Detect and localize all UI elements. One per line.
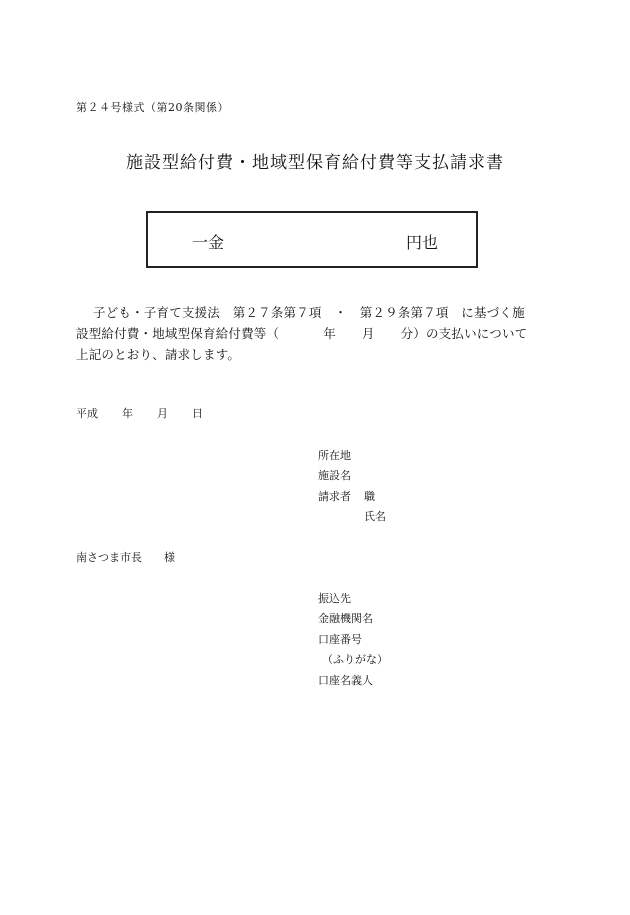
amount-prefix: 一金 [192, 233, 225, 252]
addressee [76, 549, 175, 565]
position-label: 職 [364, 490, 375, 503]
body-line-3: 上記のとおり、請求します。 [76, 347, 241, 362]
addressee-honorific: 様 [164, 551, 175, 564]
request-date [76, 405, 203, 421]
date-month: 月 [157, 407, 168, 420]
body-period-year: 年 [323, 326, 336, 341]
body-period-month: 月 [361, 326, 375, 341]
body-line-2-start: 設型給付費・地域型保育給付費等（ [76, 326, 280, 341]
date-day: 日 [192, 407, 203, 420]
address-label: 所在地 [318, 449, 351, 462]
date-era: 平成 [76, 407, 98, 420]
facility-name-label: 施設名 [318, 469, 351, 482]
claimant-label: 請求者 [318, 490, 351, 503]
date-year: 年 [122, 407, 133, 420]
account-holder-label: 口座名義人 [318, 674, 373, 687]
addressee-name: 南さつま市長 [76, 551, 142, 564]
financial-institution-label: 金融機関名 [318, 612, 373, 625]
body-line-1: 子ども・子育て支援法 第２７条第７項 ・ 第２９条第７項 に基づく施 [93, 305, 525, 320]
body-line-2 [76, 324, 527, 342]
amount-suffix: 円也 [406, 233, 439, 252]
transfer-destination-label: 振込先 [318, 592, 351, 605]
document-title: 施設型給付費・地域型保育給付費等支払請求書 [126, 153, 504, 173]
form-number: 第２４号様式（第20条関係） [76, 101, 229, 114]
account-number-label: 口座番号 [318, 633, 362, 646]
name-label: 氏名 [364, 510, 386, 523]
body-line-2-end: 分）の支払いについて [400, 326, 528, 341]
furigana-label: （ふりがな） [322, 653, 388, 666]
